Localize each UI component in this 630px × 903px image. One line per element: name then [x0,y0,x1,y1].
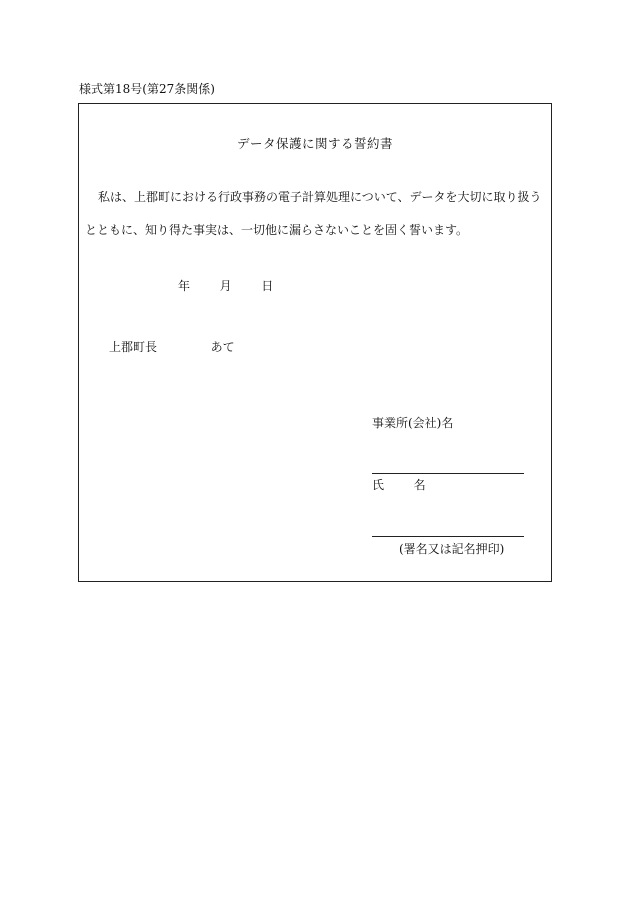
form-number-label: 様式第18号(第27条関係) [79,82,215,96]
name-label-family: 氏 [372,478,385,492]
date-line [178,277,273,294]
company-name-label: 事業所(会社)名 [372,416,454,430]
name-label-given: 名 [413,478,426,492]
date-month-label: 月 [219,279,232,293]
addressee-suffix: あて [210,340,235,354]
company-name-line [372,473,524,474]
date-year-label: 年 [178,279,191,293]
addressee-name: 上郡町長 [109,340,158,354]
signature-line [372,536,524,537]
signature-note: (署名又は記名押印) [399,542,505,556]
addressee-line [109,338,235,355]
pledge-body-text: 私は、上郡町における行政事務の電子計算処理について、データを大切に取り扱うとともに、知り得た事実は、一切他に漏らさないことを固く誓います。 [85,190,542,237]
pledge-form-frame [78,103,552,582]
signer-name-label [372,476,426,493]
document-title: データ保護に関する誓約書 [236,136,393,151]
date-day-label: 日 [261,279,274,293]
